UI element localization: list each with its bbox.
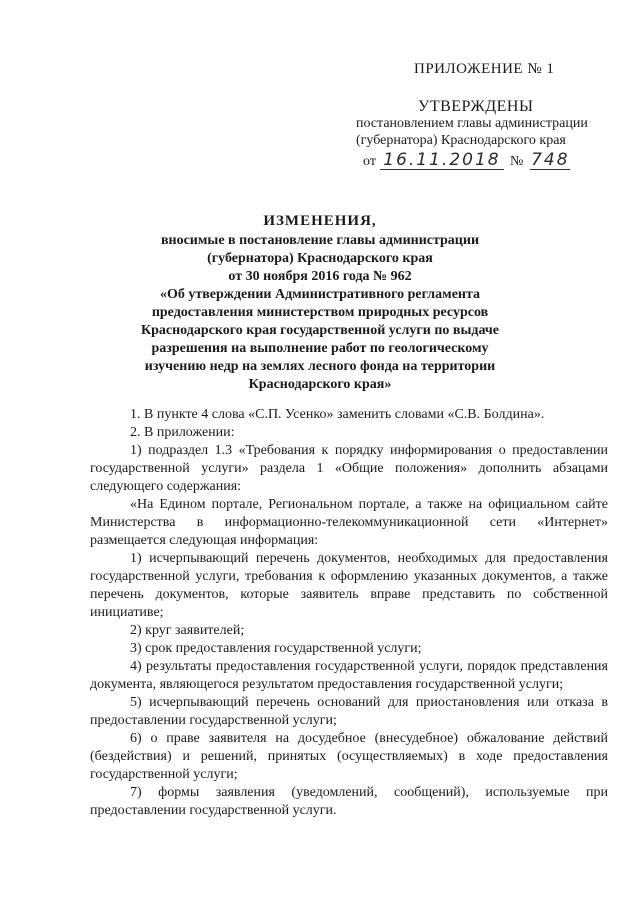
title-line: Краснодарского края»	[248, 377, 392, 392]
approval-line: постановлением главы администрации	[356, 116, 588, 131]
number-prefix: №	[509, 154, 524, 169]
approved-label: УТВЕРЖДЕНЫ	[418, 98, 534, 115]
body-paragraph: 6) о праве заявителя на досудебное (внесудебное) обжалование действий (бездействия) и решений, принятых (осуществляемых) в ходе предоставления государственной услуги;	[90, 731, 608, 782]
title-line: предоставления министерством природных ресурсов	[151, 305, 489, 320]
document-body	[90, 406, 608, 820]
handwritten-date: 16.11.2018	[380, 151, 504, 170]
title-line: «Об утверждении Административного регламента	[159, 287, 481, 302]
appendix-label: ПРИЛОЖЕНИЕ № 1	[414, 61, 555, 77]
body-paragraph: 1. В пункте 4 слова «С.П. Усенко» заменить словами «С.В. Болдина».	[130, 407, 545, 422]
document-title	[140, 212, 500, 394]
body-paragraph: 1) подраздел 1.3 «Требования к порядку информирования о предоставлении государственной услуги» раздела 1 «Общие положения» дополнить абзацами следующего содержания:	[90, 443, 608, 494]
title-line: Краснодарского края государственной услуги по выдаче	[140, 323, 500, 338]
approval-date-line	[363, 148, 570, 170]
body-paragraph: «На Едином портале, Региональном портале, а также на официальном сайте Министерства в информационно-телекоммуникационной сети «Интернет» размещается следующая информация:	[90, 497, 608, 548]
body-paragraph: 3) срок предоставления государственной услуги;	[130, 641, 422, 656]
title-line: от 30 ноября 2016 года № 962	[228, 269, 412, 284]
body-paragraph: 2. В приложении:	[130, 425, 235, 440]
title-line: разрешения на выполнение работ по геологическому	[151, 341, 489, 356]
title-main: ИЗМЕНЕНИЯ,	[263, 213, 377, 229]
body-paragraph: 2) круг заявителей;	[130, 623, 245, 638]
body-paragraph: 7) формы заявления (уведомлений, сообщений), используемые при предоставлении государственной услуги.	[90, 785, 608, 818]
body-paragraph: 5) исчерпывающий перечень оснований для приостановления или отказа в предоставлении государственной услуги;	[90, 695, 608, 728]
title-line: изучению недр на землях лесного фонда на территории	[144, 359, 496, 374]
handwritten-number: 748	[531, 150, 570, 170]
title-line: (губернатора) Краснодарского края	[207, 251, 433, 266]
date-prefix: от	[363, 154, 376, 169]
approval-line: (губернатора) Краснодарского края	[356, 133, 566, 148]
body-paragraph: 1) исчерпывающий перечень документов, необходимых для предоставления государственной услуги, требования к оформлению указанных документов, а также перечень документов, которые заявитель вправе представить по собственной инициативе;	[90, 551, 608, 620]
body-paragraph: 4) результаты предоставления государственной услуги, порядок представления документа, являющегося результатом предоставления государственной услуги;	[90, 659, 608, 692]
title-line: вносимые в постановление главы администрации	[160, 233, 480, 248]
